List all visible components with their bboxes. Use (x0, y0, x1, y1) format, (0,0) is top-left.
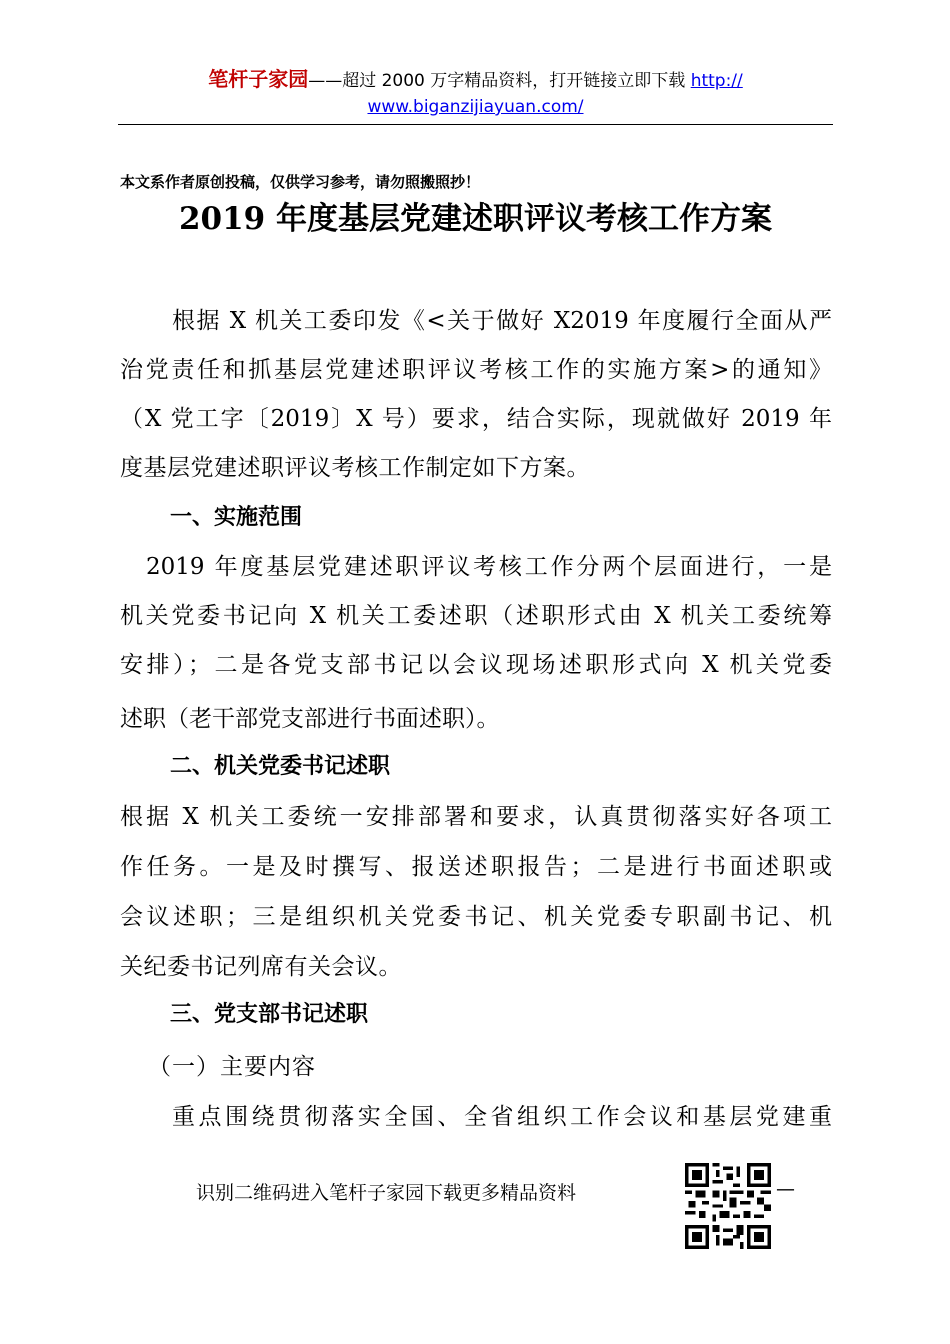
subsection-heading-1: （一）主要内容 (148, 1054, 316, 1080)
document-title: 2019 年度基层党建述职评议考核工作方案 (178, 201, 773, 237)
brand-name: 笔杆子家园 (208, 67, 309, 91)
page-header (118, 66, 833, 120)
section-heading-1: 一、实施范围 (170, 505, 303, 530)
paragraph-3-line-4: 关纪委书记列席有关会议。 (120, 954, 402, 980)
copyright-notice: 本文系作者原创投稿，仅供学习参考，请勿照搬照抄！ (120, 173, 481, 191)
paragraph-1-line-2: 治党责任和抓基层党建述职评议考核工作的实施方案>的通知》 (120, 357, 832, 383)
footer-caption: 识别二维码进入笔杆子家园下载更多精品资料 (196, 1182, 577, 1204)
paragraph-2-line-1: 2019 年度基层党建述职评议考核工作分两个层面进行，一是 (146, 554, 832, 580)
header-tagline: ——超过 2000 万字精品资料，打开链接立即下载 (308, 71, 691, 91)
section-heading-2: 二、机关党委书记述职 (170, 754, 391, 779)
paragraph-4-line-1: 重点围绕贯彻落实全国、全省组织工作会议和基层党建重 (172, 1104, 832, 1130)
header-line-2 (118, 94, 833, 120)
paragraph-2-line-4: 述职（老干部党支部进行书面述职）。 (120, 706, 500, 732)
header-link-part-2[interactable]: www.biganzijiayuan.com/ (367, 97, 584, 117)
qr-code-icon[interactable] (685, 1163, 771, 1249)
footer-dash: — (776, 1178, 795, 1200)
header-rule (118, 124, 833, 125)
paragraph-3-line-1: 根据 X 机关工委统一安排部署和要求，认真贯彻落实好各项工 (120, 804, 832, 830)
paragraph-2-line-2: 机关党委书记向 X 机关工委述职（述职形式由 X 机关工委统筹 (120, 603, 832, 629)
header-link-part-1[interactable]: http:// (690, 71, 743, 91)
header-line-1 (118, 66, 833, 94)
paragraph-3-line-3: 会议述职；三是组织机关党委书记、机关党委专职副书记、机 (120, 904, 832, 930)
paragraph-1-line-1: 根据 X 机关工委印发《<关于做好 X2019 年度履行全面从严 (172, 308, 832, 334)
section-heading-3: 三、党支部书记述职 (170, 1002, 369, 1027)
paragraph-2-line-3: 安排）；二是各党支部书记以会议现场述职形式向 X 机关党委 (120, 652, 832, 678)
paragraph-1-line-4: 度基层党建述职评议考核工作制定如下方案。 (120, 455, 590, 481)
paragraph-1-line-3: （X 党工字〔2019〕X 号）要求，结合实际，现就做好 2019 年 (120, 406, 832, 432)
paragraph-3-line-2: 作任务。一是及时撰写、报送述职报告；二是进行书面述职或 (120, 854, 832, 880)
